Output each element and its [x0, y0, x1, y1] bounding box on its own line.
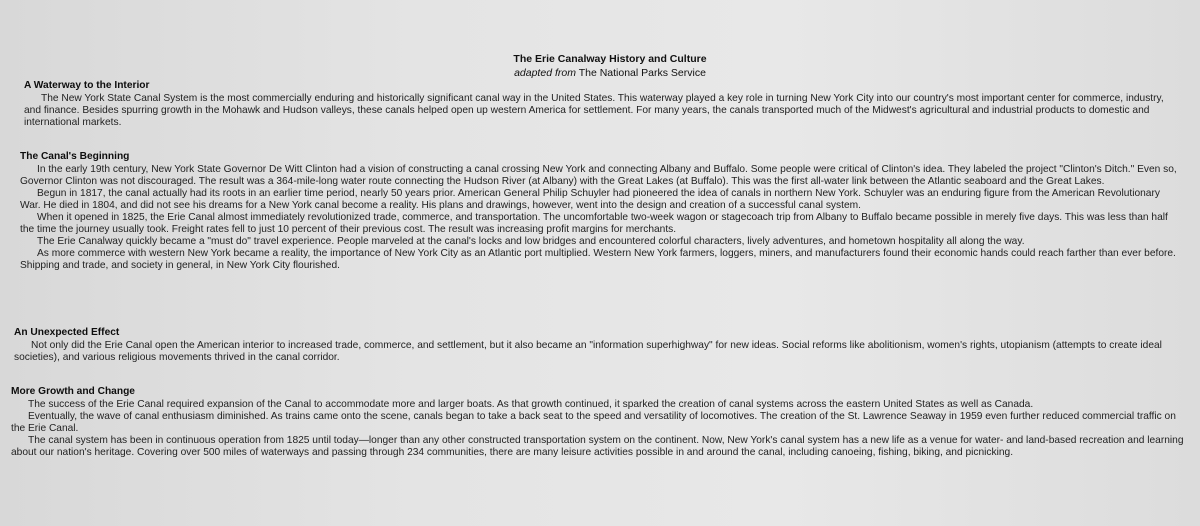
section-unexpected-effect [14, 327, 1174, 364]
section-heading: A Waterway to the Interior [24, 80, 150, 91]
section-heading: An Unexpected Effect [14, 327, 120, 338]
page-title: The Erie Canalway History and Culture [513, 53, 707, 65]
paragraph: The success of the Erie Canal required expansion of the Canal to accommodate more and larger boats. As that growth continued, it sparked the creation of canal systems across the eastern United States as well as Canada. [28, 399, 1034, 410]
section-heading: More Growth and Change [11, 386, 135, 397]
paragraph: The New York State Canal System is the most commercially enduring and historically significant canal way in the United States. This waterway played a key role in turning New York City into our country's most important center for commerce, industry, and finance. Besides spurring growth in the Mohawk and Hudson valleys, these canals helped open up western America for settlement. For many years, the canals transported much of the Midwest's agricultural and industrial products to domestic and international markets. [24, 93, 1164, 128]
paragraph: When it opened in 1825, the Erie Canal almost immediately revolutionized trade, commerce, and transportation. The uncomfortable two-week wagon or stagecoach trip from Albany to Buffalo became possible in merely five days. This was less than half the time the journey usually took. Freight rates fell to just 10 percent of their previous cost. The result was increasing profit margins for merchants. [20, 212, 1168, 235]
source-line [0, 66, 1200, 80]
section-beginning [20, 151, 1182, 272]
paragraph: Begun in 1817, the canal actually had its roots in an earlier time period, nearly 50 years prior. American General Philip Schuyler had pioneered the idea of canals in northern New York. Schuyler was an enduring figure from the American Revolutionary War. He died in 1804, and did not see his dreams for a New York canal become a reality. His plans and drawings, however, went into the design and creation of a successful canal system. [20, 188, 1160, 211]
source-prefix: adapted from [514, 67, 576, 79]
source-name: The National Parks Service [578, 67, 706, 79]
paragraph: As more commerce with western New York became a reality, the importance of New York City as an Atlantic port multiplied. Western New York farmers, loggers, miners, and manufacturers found their economic hands could reach farther than ever before. Shipping and trade, and society in general, in New York City flourished. [20, 248, 1176, 271]
paragraph: The Erie Canalway quickly became a "must do" travel experience. People marveled at the canal's locks and low bridges and encountered colorful characters, lively adventures, and hometown hospitality all along the way. [37, 236, 1025, 247]
title-block [0, 52, 1200, 80]
paragraph: In the early 19th century, New York State Governor De Witt Clinton had a vision of constructing a canal crossing New York and connecting Albany and Buffalo. Some people were critical of Clinton's idea. They labeled the project "Clinton's Ditch." Even so, Governor Clinton was not discouraged. The result was a 364-mile-long water route connecting the Hudson River (at Albany) with the Great Lakes (at Buffalo). This was the first all-water link between the Atlantic seaboard and the Great Lakes. [20, 164, 1177, 187]
section-heading: The Canal's Beginning [20, 151, 130, 162]
paragraph: Not only did the Erie Canal open the American interior to increased trade, commerce, and settlement, but it also became an "information superhighway" for new ideas. Social reforms like abolitionism, women's rights, utopianism (attempts to create ideal societies), and various religious movements thrived in the canal corridor. [14, 340, 1162, 363]
section-growth-change [11, 386, 1187, 459]
paragraph: Eventually, the wave of canal enthusiasm diminished. As trains came onto the scene, canals began to take a back seat to the speed and versatility of locomotives. The creation of the St. Lawrence Seaway in 1959 even further reduced commercial traffic on the Erie Canal. [11, 411, 1176, 434]
section-waterway [24, 80, 1180, 129]
paragraph: The canal system has been in continuous operation from 1825 until today—longer than any other constructed transportation system on the continent. Now, New York's canal system has a new life as a venue for water- and land-based recreation and learning about our nation's heritage. Covering over 500 miles of waterways and passing through 234 communities, there are many leisure activities possible in and around the canal, including canoeing, fishing, biking, and picnicking. [11, 435, 1184, 458]
